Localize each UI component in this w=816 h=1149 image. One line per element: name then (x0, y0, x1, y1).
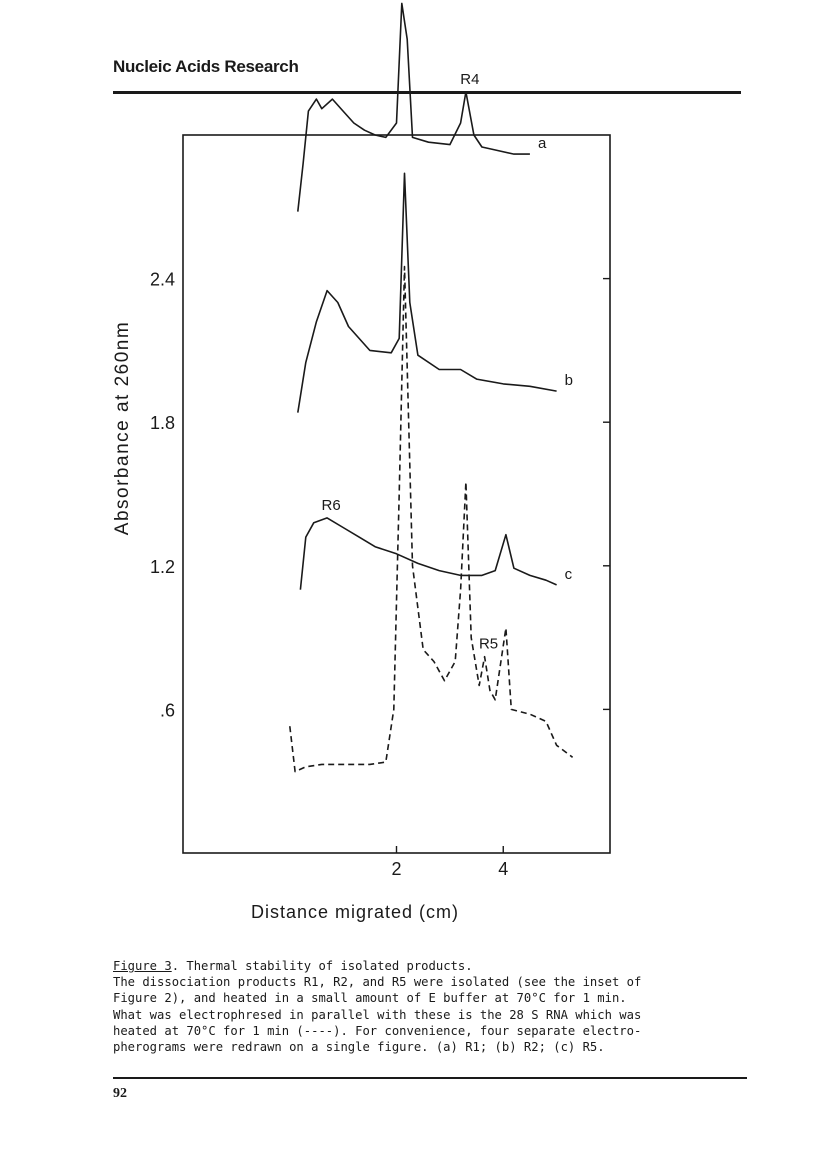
x-ticks (391, 846, 508, 879)
series-label: a (537, 135, 547, 153)
plot-frame (183, 135, 610, 853)
footer-rule (113, 1077, 747, 1079)
peak-label: R6 (321, 496, 341, 514)
peak-label: R4 (460, 70, 480, 88)
series-label: c (564, 565, 573, 583)
y-tick-label: 2.4 (149, 269, 175, 290)
y-ticks (150, 270, 610, 721)
caption-line: Figure 2), and heated in a small amount of E buffer at 70°C for 1 min. (113, 991, 627, 1006)
caption-line: The dissociation products R1, R2, and R5 were isolated (see the inset of (113, 975, 642, 990)
series-line (300, 518, 556, 590)
caption-first-line (113, 958, 753, 974)
peak-label: R5 (478, 635, 499, 653)
series-label: b (564, 372, 573, 390)
caption-label: Figure 3 (113, 959, 172, 973)
y-tick-label: 1.2 (149, 556, 175, 577)
y-tick-label: 1.8 (149, 413, 175, 434)
y-axis-label: Absorbance at 260nm (112, 320, 133, 536)
caption-line: . Thermal stability of isolated products. (171, 959, 473, 973)
journal-title: Nucleic Acids Research (113, 57, 299, 76)
x-tick-label: 4 (498, 859, 509, 879)
curve-labels (322, 0, 573, 653)
caption-line: heated at 70°C for 1 min (----). For convenience, four separate electro- (113, 1023, 642, 1038)
figure-caption (113, 958, 753, 1055)
x-axis-label: Distance migrated (cm) (250, 902, 460, 922)
x-tick-label: 2 (391, 859, 402, 879)
series-line (298, 3, 530, 211)
series-line (298, 173, 557, 412)
curves (290, 3, 573, 771)
page-number: 92 (113, 1086, 127, 1101)
caption-line: pherograms were redrawn on a single figure. (a) R1; (b) R2; (c) R5. (113, 1040, 605, 1055)
series-line (290, 267, 573, 772)
caption-line: What was electrophresed in parallel with these is the 28 S RNA which was (113, 1007, 642, 1022)
y-tick-label: .6 (159, 700, 175, 721)
